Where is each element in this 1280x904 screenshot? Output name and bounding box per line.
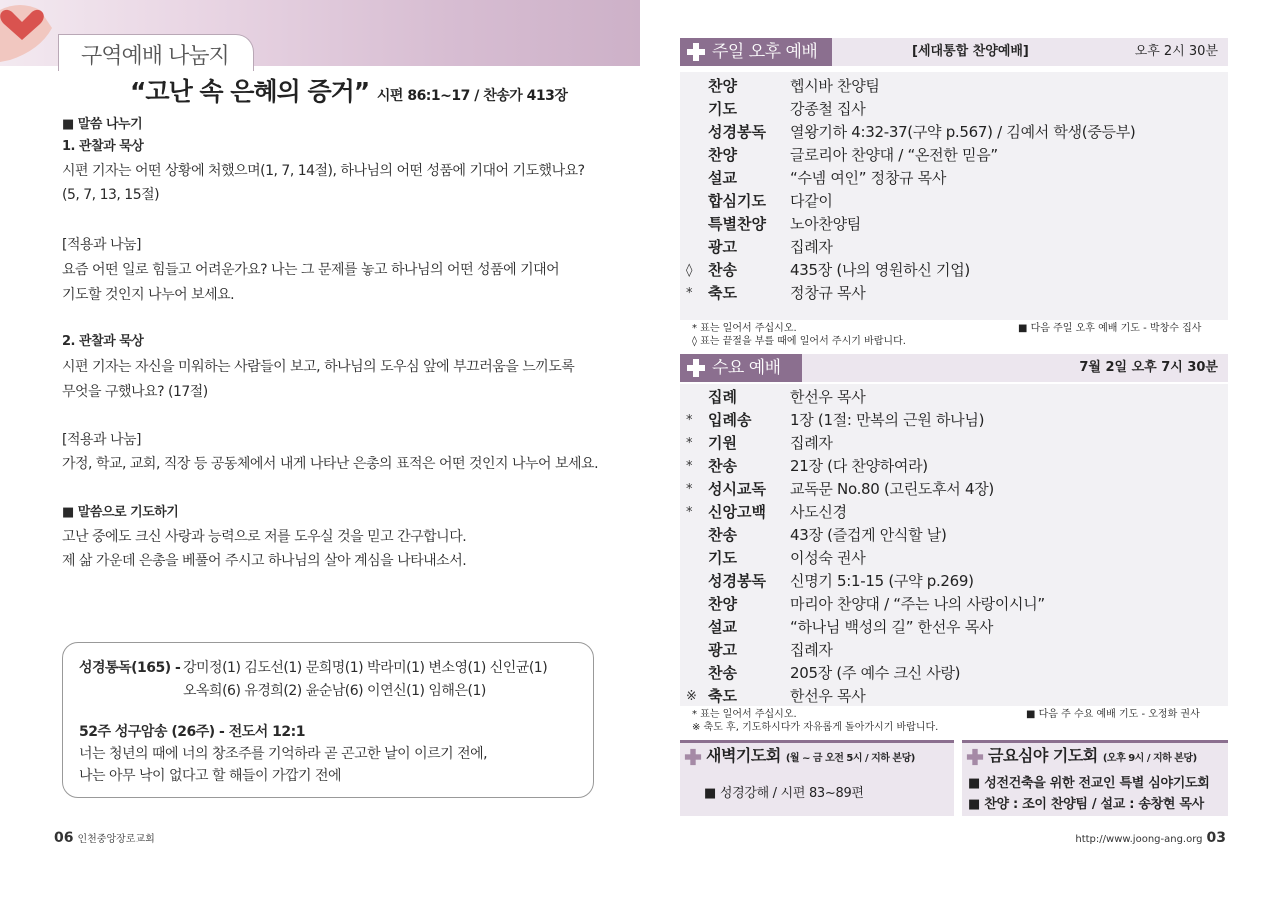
q1-line1: 시편 기자는 어떤 상황에 처했으며(1, 7, 14절), 하나님의 어떤 성품에 기대어 기도했나요? <box>62 163 585 179</box>
dawn-prayer-time: (월 ~ 금 오전 5시 / 지하 본당) <box>785 753 915 764</box>
friday-prayer-title-row <box>962 740 1197 772</box>
order-item-label: 설교 <box>708 618 737 636</box>
church-name: 인천중앙장로교회 <box>77 834 155 845</box>
order-item-label: 축도 <box>708 687 737 705</box>
order-item-value: 435장 (나의 영원하신 기업) <box>790 261 970 279</box>
reading-memory-box <box>62 642 594 798</box>
order-row <box>680 259 1228 282</box>
order-item-label: 합심기도 <box>708 192 766 210</box>
reading-names-line2: 오옥희(6) 유경희(2) 윤순남(6) 이연신(1) 임해은(1) <box>183 683 486 699</box>
sunday-service-title-cap <box>680 38 832 66</box>
wednesday-next-prayer: ■ 다음 주 수요 예배 기도 - 오정화 권사 <box>1026 709 1200 720</box>
order-row <box>680 144 1228 167</box>
order-row <box>680 121 1228 144</box>
dawn-prayer-title-row <box>680 740 915 772</box>
wednesday-order-list <box>680 384 1228 706</box>
order-row <box>680 282 1228 305</box>
order-row <box>680 236 1228 259</box>
wednesday-note-1: * 표는 일어서 주십시오. <box>692 709 797 720</box>
sunday-next-prayer: ■ 다음 주일 오후 예배 기도 - 박창수 집사 <box>1018 323 1202 334</box>
sermon-title <box>130 72 567 108</box>
order-item-value: 1장 (1절: 만복의 근원 하나님) <box>790 411 985 429</box>
order-item-value: 집례자 <box>790 238 833 256</box>
order-mark: ◊ <box>686 263 693 278</box>
word-share-heading: ■ 말씀 나누기 <box>62 117 143 132</box>
memory-verse-line1: 너는 청년의 때에 너의 창조주를 기억하라 곧 곤고한 날이 이르기 전에, <box>79 746 488 762</box>
wednesday-service-header <box>680 354 1228 382</box>
section-tab-label: 구역예배 나눔지 <box>81 44 229 69</box>
order-mark: * <box>686 436 693 451</box>
order-row <box>680 213 1228 236</box>
order-row <box>680 662 1228 685</box>
order-item-label: 찬송 <box>708 457 737 475</box>
order-item-label: 찬양 <box>708 595 737 613</box>
wednesday-service-title-cap <box>680 354 802 382</box>
order-row <box>680 501 1228 524</box>
order-item-value: 정창규 목사 <box>790 284 866 302</box>
order-item-value: 교독문 No.80 (고린도후서 4장) <box>790 480 994 498</box>
order-item-value: 신명기 5:1-15 (구약 p.269) <box>790 572 974 590</box>
order-row <box>680 593 1228 616</box>
order-item-value: 43장 (즐겁게 안식할 날) <box>790 526 947 544</box>
order-row <box>680 409 1228 432</box>
order-item-value: 집례자 <box>790 641 833 659</box>
order-item-value: 노아찬양팀 <box>790 215 861 233</box>
order-item-label: 광고 <box>708 641 737 659</box>
order-item-label: 찬양 <box>708 77 737 95</box>
wednesday-service-time: 7월 2일 오후 7시 30분 <box>1079 360 1218 375</box>
order-row <box>680 547 1228 570</box>
order-mark: * <box>686 482 693 497</box>
order-item-value: 집례자 <box>790 434 833 452</box>
order-item-label: 찬송 <box>708 664 737 682</box>
order-item-value: “하나님 백성의 길” 한선우 목사 <box>790 618 994 636</box>
section-tab <box>58 34 254 71</box>
order-item-label: 성경봉독 <box>708 123 766 141</box>
dawn-prayer-title: 새벽기도회 <box>706 746 781 765</box>
order-item-label: 입례송 <box>708 411 752 429</box>
order-mark: * <box>686 505 693 520</box>
sermon-title-main: “고난 속 은혜의 증거” <box>130 77 370 106</box>
order-item-value: 마리아 찬양대 / “주는 나의 사랑이시니” <box>790 595 1045 613</box>
cross-plus-icon <box>686 42 706 62</box>
wednesday-service-title: 수요 예배 <box>712 358 781 378</box>
order-row <box>680 478 1228 501</box>
order-row <box>680 386 1228 409</box>
order-row <box>680 639 1228 662</box>
order-mark: * <box>686 413 693 428</box>
friday-prayer-time: (오후 9시 / 지하 본당) <box>1102 753 1197 764</box>
friday-prayer-box <box>962 740 1228 816</box>
order-item-value: 헵시바 찬양팀 <box>790 77 880 95</box>
order-row <box>680 685 1228 708</box>
order-item-label: 설교 <box>708 169 737 187</box>
wednesday-note-2: ※ 축도 후, 기도하시다가 자유롭게 돌아가시기 바랍니다. <box>692 722 939 733</box>
order-item-label: 기도 <box>708 549 737 567</box>
order-item-label: 찬양 <box>708 146 737 164</box>
order-row <box>680 455 1228 478</box>
q1-heading: 1. 관찰과 묵상 <box>62 139 144 154</box>
apply1-line2: 기도할 것인지 나누어 보세요. <box>62 287 235 303</box>
order-row <box>680 432 1228 455</box>
reading-label: 성경통독(165) - <box>79 660 181 676</box>
order-row <box>680 75 1228 98</box>
order-item-value: 강종철 집사 <box>790 100 866 118</box>
order-item-value: 사도신경 <box>790 503 847 521</box>
memory-verse-line2: 나는 아무 낙이 없다고 할 해들이 가깝기 전에 <box>79 768 342 784</box>
prayer-heading: ■ 말씀으로 기도하기 <box>62 505 179 520</box>
order-row <box>680 167 1228 190</box>
sunday-order-list <box>680 72 1228 320</box>
sunday-service-title: 주일 오후 예배 <box>712 42 818 62</box>
order-item-label: 신앙고백 <box>708 503 766 521</box>
left-footer <box>54 830 155 846</box>
memory-verse-label: 52주 성구암송 (26주) - 전도서 12:1 <box>79 724 305 740</box>
dawn-prayer-box <box>680 740 954 816</box>
order-mark: * <box>686 459 693 474</box>
right-footer <box>1075 830 1226 846</box>
sunday-service-time: 오후 2시 30분 <box>1134 44 1218 59</box>
order-item-value: 21장 (다 찬양하여라) <box>790 457 928 475</box>
sunday-service-header <box>680 38 1228 66</box>
order-row <box>680 616 1228 639</box>
dawn-prayer-line: ■ 성경강해 / 시편 83~89편 <box>704 786 864 801</box>
friday-prayer-line1: ■ 성전건축을 위한 전교인 특별 심야기도회 <box>968 776 1210 791</box>
order-item-label: 찬송 <box>708 526 737 544</box>
order-item-label: 기원 <box>708 434 737 452</box>
order-mark: * <box>686 286 693 301</box>
order-item-value: 이성숙 권사 <box>790 549 866 567</box>
prayer-line1: 고난 중에도 크신 사랑과 능력으로 저를 도우실 것을 믿고 간구합니다. <box>62 529 467 545</box>
order-row <box>680 98 1228 121</box>
sermon-title-reference: 시편 86:1~17 / 찬송가 413장 <box>376 88 568 104</box>
friday-prayer-title: 금요심야 기도회 <box>988 746 1098 765</box>
order-mark: ※ <box>686 689 697 704</box>
order-item-value: 한선우 목사 <box>790 687 866 705</box>
order-item-value: 열왕기하 4:32-37(구약 p.567) / 김예서 학생(중등부) <box>790 123 1136 141</box>
q2-heading: 2. 관찰과 묵상 <box>62 334 144 349</box>
order-item-value: 글로리아 찬양대 / “온전한 믿음” <box>790 146 998 164</box>
sunday-note-2: ◊ 표는 끝절을 부를 때에 일어서 주시기 바랍니다. <box>692 336 906 347</box>
apply1-line1: 요즘 어떤 일로 힘들고 어려운가요? 나는 그 문제를 놓고 하나님의 어떤 성품에 기대어 <box>62 262 560 278</box>
order-item-label: 찬송 <box>708 261 737 279</box>
right-page-number: 03 <box>1206 830 1226 846</box>
order-item-value: “수넴 여인” 정창규 목사 <box>790 169 947 187</box>
order-item-label: 집례 <box>708 388 737 406</box>
left-page-number: 06 <box>54 830 74 846</box>
order-item-label: 축도 <box>708 284 737 302</box>
apply2-line1: 가정, 학교, 교회, 직장 등 공동체에서 내게 나타난 은총의 표적은 어떤 것인지 나누어 보세요. <box>62 456 599 472</box>
sunday-service-subtitle: [세대통합 찬양예배] <box>912 44 1029 59</box>
q2-line2: 무엇을 구했나요? (17절) <box>62 384 208 400</box>
reading-names-line1: 강미정(1) 김도선(1) 문희명(1) 박라미(1) 변소영(1) 신인균(1) <box>183 660 548 676</box>
q2-line1: 시편 기자는 자신을 미워하는 사람들이 보고, 하나님의 도우심 앞에 부끄러움을 느끼도록 <box>62 359 575 375</box>
prayer-line2: 제 삶 가운데 은총을 베풀어 주시고 하나님의 살아 계심을 나타내소서. <box>62 553 467 569</box>
order-row <box>680 190 1228 213</box>
order-item-label: 기도 <box>708 100 737 118</box>
order-row <box>680 524 1228 547</box>
church-url: http://www.joong-ang.org <box>1075 834 1203 845</box>
order-item-label: 성시교독 <box>708 480 766 498</box>
friday-prayer-line2: ■ 찬양 : 조이 찬양팀 / 설교 : 송창현 목사 <box>968 797 1204 812</box>
order-row <box>680 570 1228 593</box>
apply2-heading: [적용과 나눔] <box>62 432 141 448</box>
order-item-value: 205장 (주 예수 크신 사랑) <box>790 664 961 682</box>
q1-line2: (5, 7, 13, 15절) <box>62 187 160 203</box>
apply1-heading: [적용과 나눔] <box>62 237 141 253</box>
order-item-value: 한선우 목사 <box>790 388 866 406</box>
order-item-label: 광고 <box>708 238 737 256</box>
order-item-label: 성경봉독 <box>708 572 766 590</box>
cross-plus-icon <box>686 358 706 378</box>
order-item-value: 다같이 <box>790 192 833 210</box>
sunday-note-1: * 표는 일어서 주십시오. <box>692 323 797 334</box>
order-item-label: 특별찬양 <box>708 215 766 233</box>
